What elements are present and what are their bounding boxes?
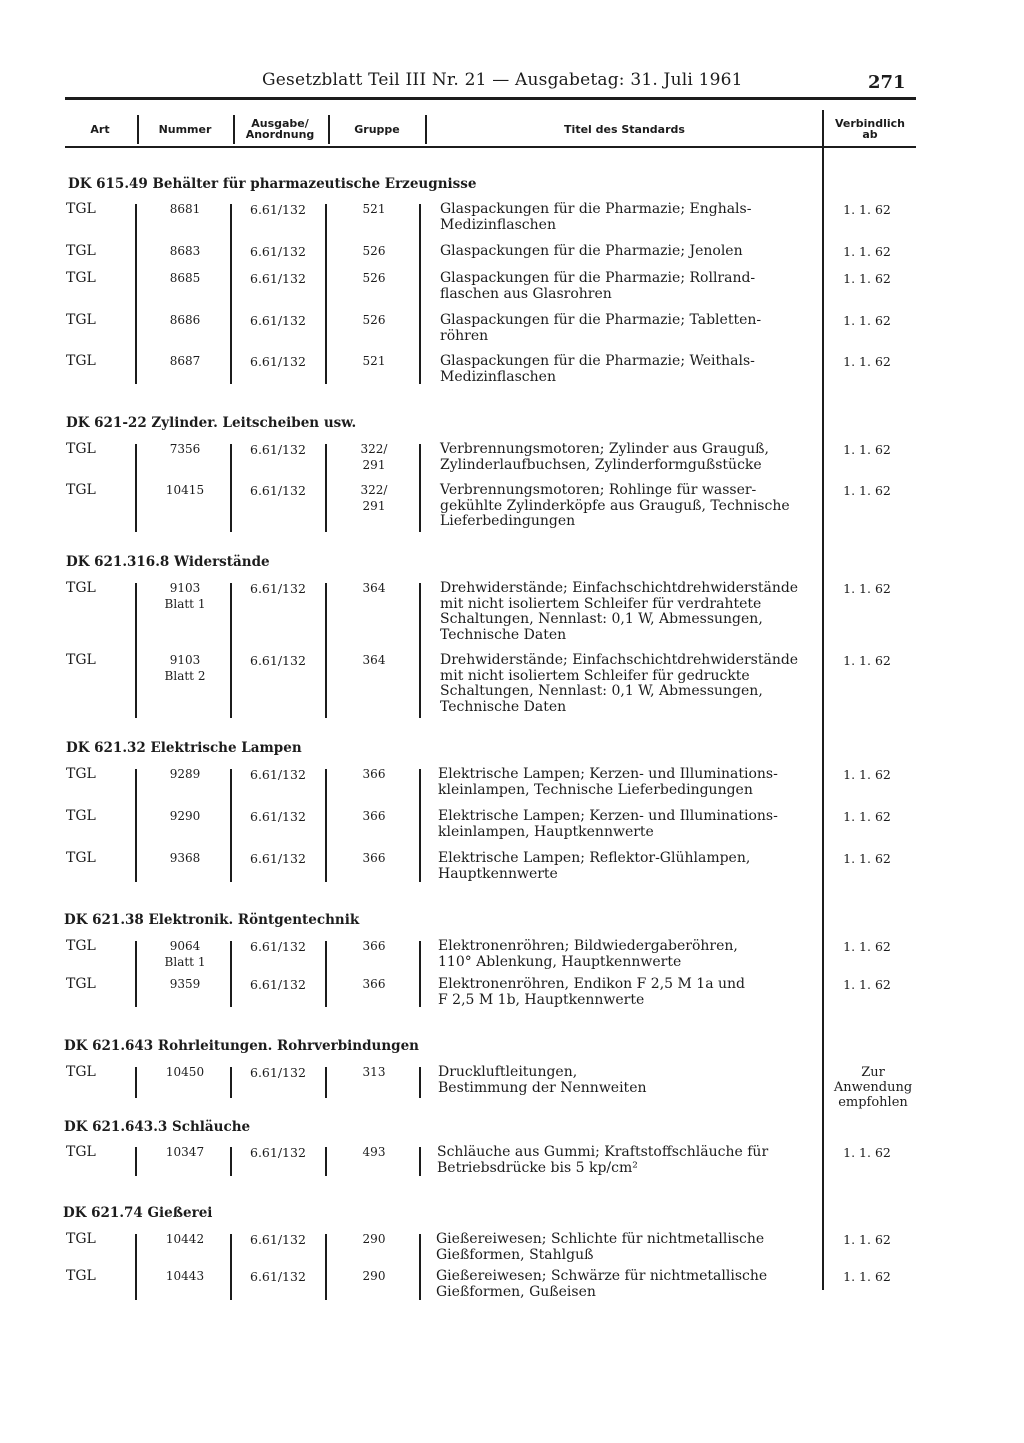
column-divider xyxy=(230,1147,232,1176)
nummer-cell: 7356 xyxy=(169,442,201,456)
column-header-gruppe: Gruppe xyxy=(354,122,400,136)
column-divider xyxy=(325,1147,327,1176)
gruppe-cell: 526 xyxy=(362,313,386,327)
column-divider xyxy=(135,583,137,718)
column-divider xyxy=(230,583,232,718)
titel-cell: Drehwiderstände; Einfachschichtdrehwiderstände mit nicht isoliertem Schleifer für gedruckte Schaltungen, Nennlast: 0,1 W, Abmessungen, Technische Daten xyxy=(440,652,799,715)
nummer-cell: 10442 xyxy=(165,1232,205,1246)
verbindlich-cell: 1. 1. 62 xyxy=(843,1269,891,1284)
art-cell: TGL xyxy=(66,652,96,668)
column-divider xyxy=(419,769,421,882)
nummer-cell: 8687 xyxy=(169,354,201,368)
verbindlich-cell: 1. 1. 62 xyxy=(843,244,891,259)
section-heading: DK 621.643.3 Schläuche xyxy=(64,1119,251,1135)
nummer-cell: 9359 xyxy=(169,977,201,991)
column-divider xyxy=(419,1067,421,1098)
gruppe-cell: 290 xyxy=(362,1232,386,1246)
titel-cell: Gießereiwesen; Schlichte für nichtmetallische Gießformen, Stahlguß xyxy=(436,1231,765,1263)
column-divider xyxy=(419,1234,421,1300)
nummer-cell: 9290 xyxy=(169,809,201,823)
titel-cell: Verbrennungsmotoren; Rohlinge für wasser- gekühlte Zylinderköpfe aus Grauguß, Technische Lieferbedingungen xyxy=(440,482,790,529)
column-divider xyxy=(419,444,421,532)
art-cell: TGL xyxy=(66,938,96,954)
column-divider xyxy=(325,1234,327,1300)
verbindlich-cell: 1. 1. 62 xyxy=(843,851,891,866)
nummer-cell: 9103 Blatt 2 xyxy=(164,653,206,683)
verbindlich-column-divider xyxy=(822,110,824,1290)
verbindlich-cell: 1. 1. 62 xyxy=(843,809,891,824)
column-divider xyxy=(419,1147,421,1176)
section-heading: DK 621-22 Zylinder. Leitscheiben usw. xyxy=(66,415,357,431)
titel-cell: Glaspackungen für die Pharmazie; Enghals- Medizinflaschen xyxy=(440,201,752,233)
verbindlich-cell: 1. 1. 62 xyxy=(843,581,891,596)
section-heading: DK 621.74 Gießerei xyxy=(63,1205,213,1221)
art-cell: TGL xyxy=(66,270,96,286)
column-header-ausgabe: Ausgabe/ Anordnung xyxy=(245,117,315,141)
ausgabe-cell: 6.61/132 xyxy=(250,767,306,782)
column-divider xyxy=(325,769,327,882)
section-heading: DK 621.38 Elektronik. Röntgentechnik xyxy=(64,912,360,928)
gruppe-cell: 322/ 291 xyxy=(360,442,388,472)
ausgabe-cell: 6.61/132 xyxy=(250,483,306,498)
section-heading: DK 615.49 Behälter für pharmazeutische Erzeugnisse xyxy=(68,176,477,192)
gruppe-cell: 322/ 291 xyxy=(360,483,388,513)
art-cell: TGL xyxy=(66,1144,96,1160)
titel-cell: Glaspackungen für die Pharmazie; Tabletten- röhren xyxy=(440,312,762,344)
ausgabe-cell: 6.61/132 xyxy=(250,1145,306,1160)
art-cell: TGL xyxy=(66,1064,96,1080)
gruppe-cell: 366 xyxy=(362,939,386,953)
ausgabe-cell: 6.61/132 xyxy=(250,809,306,824)
header-rule xyxy=(65,97,916,100)
gruppe-cell: 366 xyxy=(362,809,386,823)
column-header-verbindlich: Verbindlich ab xyxy=(834,117,906,141)
column-divider xyxy=(135,1067,137,1098)
nummer-cell: 8685 xyxy=(169,271,201,285)
page-number: 271 xyxy=(868,72,906,93)
column-divider xyxy=(325,444,327,532)
verbindlich-cell: 1. 1. 62 xyxy=(843,1145,891,1160)
gruppe-cell: 521 xyxy=(362,202,386,216)
gruppe-cell: 364 xyxy=(362,581,386,595)
ausgabe-cell: 6.61/132 xyxy=(250,977,306,992)
nummer-cell: 10443 xyxy=(165,1269,205,1283)
ausgabe-cell: 6.61/132 xyxy=(250,313,306,328)
gruppe-cell: 521 xyxy=(362,354,386,368)
nummer-cell: 10347 xyxy=(165,1145,205,1159)
column-header-nummer: Nummer xyxy=(158,122,212,136)
ausgabe-cell: 6.61/132 xyxy=(250,939,306,954)
column-divider xyxy=(135,1147,137,1176)
titel-cell: Elektronenröhren; Bildwiedergaberöhren, 110° Ablenkung, Hauptkennwerte xyxy=(438,938,738,970)
gruppe-cell: 493 xyxy=(362,1145,386,1159)
ausgabe-cell: 6.61/132 xyxy=(250,581,306,596)
gruppe-cell: 366 xyxy=(362,851,386,865)
section-heading: DK 621.32 Elektrische Lampen xyxy=(66,740,302,756)
verbindlich-cell: 1. 1. 62 xyxy=(843,202,891,217)
gruppe-cell: 366 xyxy=(362,977,386,991)
column-divider xyxy=(135,1234,137,1300)
column-header-titel: Titel des Standards xyxy=(564,122,685,136)
art-cell: TGL xyxy=(66,441,96,457)
column-divider xyxy=(135,204,137,384)
art-cell: TGL xyxy=(66,201,96,217)
column-header-art: Art xyxy=(90,122,110,136)
art-cell: TGL xyxy=(66,482,96,498)
ausgabe-cell: 6.61/132 xyxy=(250,1232,306,1247)
gruppe-cell: 364 xyxy=(362,653,386,667)
nummer-cell: 10415 xyxy=(165,483,205,497)
titel-cell: Elektronenröhren, Endikon F 2,5 M 1a und F 2,5 M 1b, Hauptkennwerte xyxy=(438,976,745,1008)
verbindlich-cell: 1. 1. 62 xyxy=(843,653,891,668)
column-divider xyxy=(325,204,327,384)
ausgabe-cell: 6.61/132 xyxy=(250,271,306,286)
ausgabe-cell: 6.61/132 xyxy=(250,202,306,217)
verbindlich-cell: 1. 1. 62 xyxy=(843,1232,891,1247)
nummer-cell: 9368 xyxy=(169,851,201,865)
titel-cell: Glaspackungen für die Pharmazie; Weithals- Medizinflaschen xyxy=(440,353,755,385)
nummer-cell: 10450 xyxy=(165,1065,205,1079)
nummer-cell: 9289 xyxy=(169,767,201,781)
titel-cell: Elektrische Lampen; Kerzen- und Illuminations- kleinlampen, Technische Lieferbedingungen xyxy=(438,766,778,798)
titel-cell: Verbrennungsmotoren; Zylinder aus Grauguß, Zylinderlaufbuchsen, Zylinderformgußstücke xyxy=(440,441,769,473)
column-header-divider xyxy=(425,115,427,144)
verbindlich-cell: Zur Anwendung empfohlen xyxy=(833,1065,913,1110)
page-header-title: Gesetzblatt Teil III Nr. 21 — Ausgabetag: 31. Juli 1961 xyxy=(262,70,743,90)
verbindlich-cell: 1. 1. 62 xyxy=(843,442,891,457)
ausgabe-cell: 6.61/132 xyxy=(250,244,306,259)
nummer-cell: 8681 xyxy=(169,202,201,216)
column-divider xyxy=(230,204,232,384)
ausgabe-cell: 6.61/132 xyxy=(250,354,306,369)
column-divider xyxy=(325,583,327,718)
column-divider xyxy=(230,1234,232,1300)
nummer-cell: 8683 xyxy=(169,244,201,258)
column-divider xyxy=(419,583,421,718)
column-divider xyxy=(135,769,137,882)
gruppe-cell: 290 xyxy=(362,1269,386,1283)
nummer-cell: 9064 Blatt 1 xyxy=(164,939,206,969)
art-cell: TGL xyxy=(66,1231,96,1247)
ausgabe-cell: 6.61/132 xyxy=(250,653,306,668)
titel-cell: Glaspackungen für die Pharmazie; Jenolen xyxy=(440,243,743,259)
nummer-cell: 8686 xyxy=(169,313,201,327)
art-cell: TGL xyxy=(66,766,96,782)
ausgabe-cell: 6.61/132 xyxy=(250,1269,306,1284)
verbindlich-cell: 1. 1. 62 xyxy=(843,767,891,782)
art-cell: TGL xyxy=(66,808,96,824)
verbindlich-cell: 1. 1. 62 xyxy=(843,271,891,286)
ausgabe-cell: 6.61/132 xyxy=(250,442,306,457)
verbindlich-cell: 1. 1. 62 xyxy=(843,354,891,369)
titel-cell: Glaspackungen für die Pharmazie; Rollrand- flaschen aus Glasrohren xyxy=(440,270,756,302)
art-cell: TGL xyxy=(66,243,96,259)
titel-cell: Druckluftleitungen, Bestimmung der Nennweiten xyxy=(438,1064,647,1096)
titel-cell: Schläuche aus Gummi; Kraftstoffschläuche für Betriebsdrücke bis 5 kp/cm² xyxy=(437,1144,769,1176)
art-cell: TGL xyxy=(66,312,96,328)
gruppe-cell: 526 xyxy=(362,271,386,285)
titel-cell: Gießereiwesen; Schwärze für nichtmetallische Gießformen, Gußeisen xyxy=(436,1268,768,1300)
column-divider xyxy=(230,769,232,882)
nummer-cell: 9103 Blatt 1 xyxy=(164,581,206,611)
column-divider xyxy=(419,941,421,1007)
column-divider xyxy=(135,444,137,532)
column-divider xyxy=(230,444,232,532)
column-divider xyxy=(135,941,137,1007)
column-divider xyxy=(230,1067,232,1098)
art-cell: TGL xyxy=(66,976,96,992)
gruppe-cell: 366 xyxy=(362,767,386,781)
column-divider xyxy=(325,1067,327,1098)
column-divider xyxy=(230,941,232,1007)
art-cell: TGL xyxy=(66,850,96,866)
verbindlich-cell: 1. 1. 62 xyxy=(843,977,891,992)
titel-cell: Elektrische Lampen; Kerzen- und Illuminations- kleinlampen, Hauptkennwerte xyxy=(438,808,778,840)
section-heading: DK 621.316.8 Widerstände xyxy=(66,554,270,570)
ausgabe-cell: 6.61/132 xyxy=(250,851,306,866)
ausgabe-cell: 6.61/132 xyxy=(250,1065,306,1080)
section-heading: DK 621.643 Rohrleitungen. Rohrverbindungen xyxy=(64,1038,420,1054)
titel-cell: Elektrische Lampen; Reflektor-Glühlampen, Hauptkennwerte xyxy=(438,850,751,882)
art-cell: TGL xyxy=(66,1268,96,1284)
column-divider xyxy=(419,204,421,384)
gruppe-cell: 313 xyxy=(362,1065,386,1079)
column-divider xyxy=(325,941,327,1007)
verbindlich-cell: 1. 1. 62 xyxy=(843,939,891,954)
verbindlich-cell: 1. 1. 62 xyxy=(843,313,891,328)
titel-cell: Drehwiderstände; Einfachschichtdrehwiderstände mit nicht isoliertem Schleifer für verdrahtete Schaltungen, Nennlast: 0,1 W, Abmessungen, Technische Daten xyxy=(440,580,799,643)
gruppe-cell: 526 xyxy=(362,244,386,258)
art-cell: TGL xyxy=(66,580,96,596)
art-cell: TGL xyxy=(66,353,96,369)
verbindlich-cell: 1. 1. 62 xyxy=(843,483,891,498)
column-header-rule xyxy=(65,146,916,148)
